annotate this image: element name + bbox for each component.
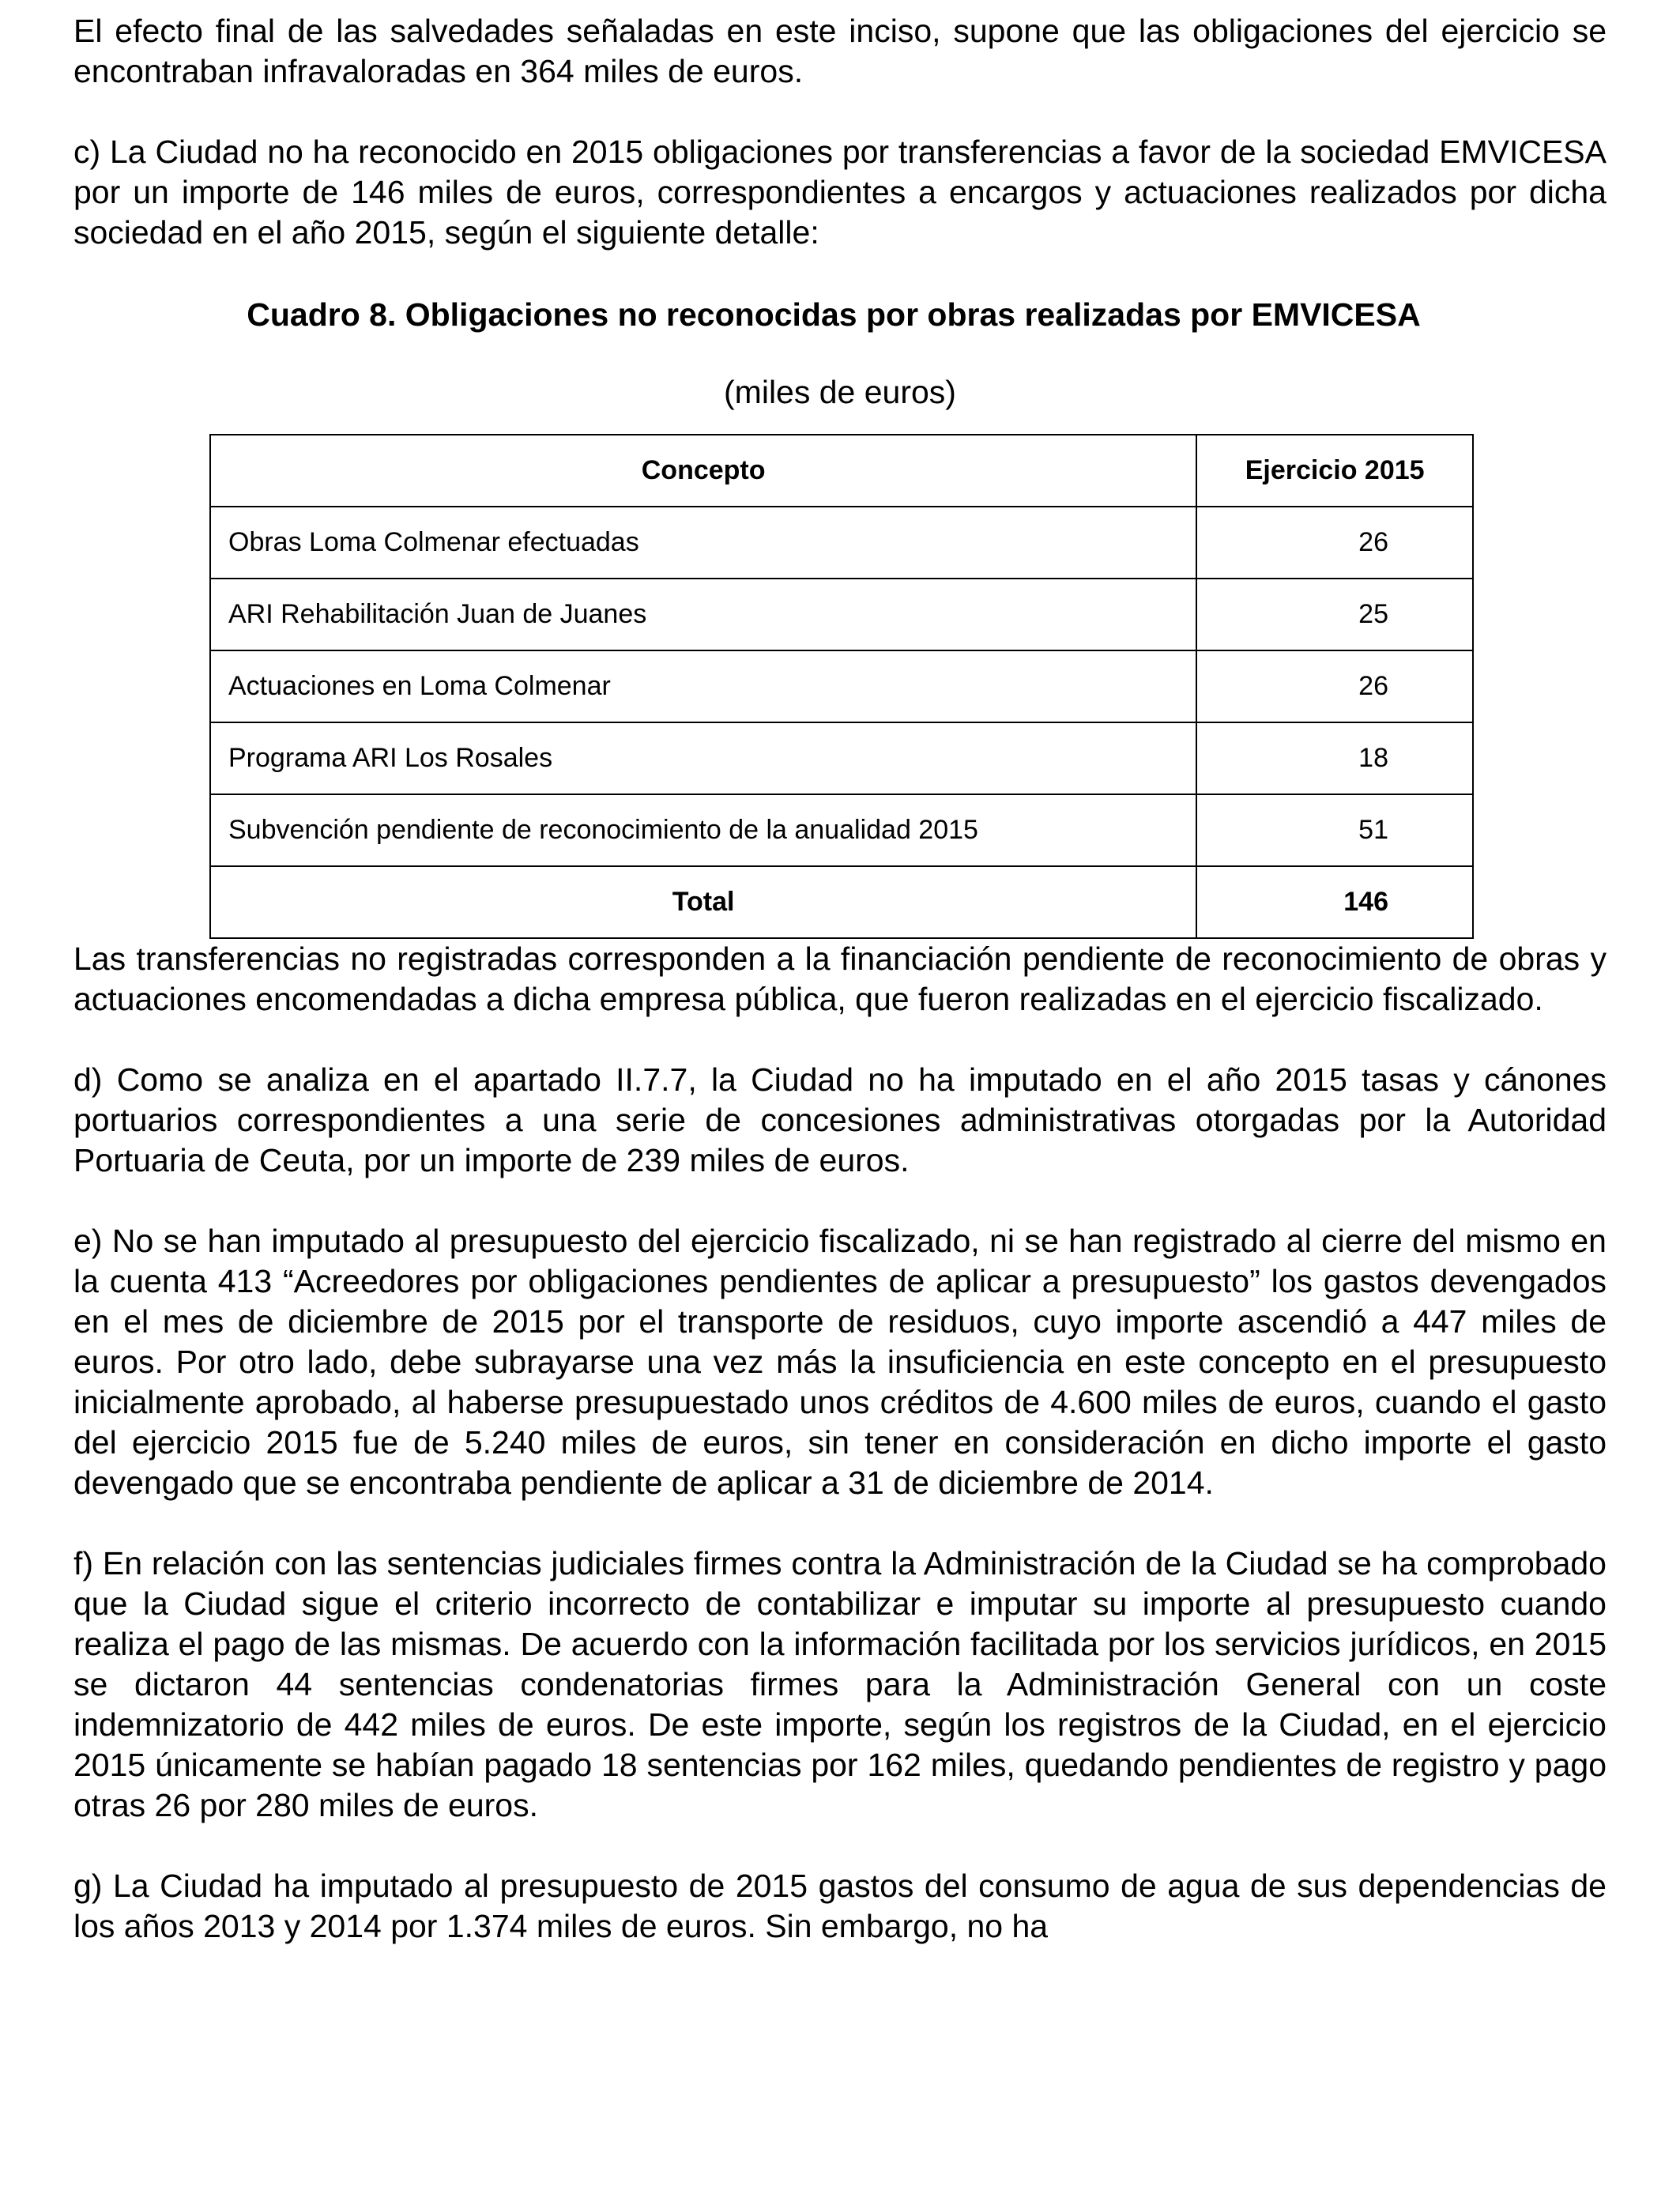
row-value: 25 — [1196, 579, 1473, 650]
row-value: 26 — [1196, 507, 1473, 579]
total-label: Total — [210, 866, 1196, 938]
paragraph-salvedades-effect: El efecto final de las salvedades señaladas en este inciso, supone que las obligaciones del ejercicio se encontraban infravaloradas en 364 miles de euros. — [73, 13, 1607, 89]
column-header-ejercicio: Ejercicio 2015 — [1196, 435, 1473, 507]
paragraph-g: g) La Ciudad ha imputado al presupuesto de 2015 gastos del consumo de agua de sus dependencias de los años 2013 y 2014 por 1.374 miles de euros. Sin embargo, no ha — [73, 1868, 1607, 1944]
paragraph-transferencias: Las transferencias no registradas corresponden a la financiación pendiente de reconocimiento de obras y actuaciones encomendadas a dicha empresa pública, que fueron realizadas en el ejercicio fiscalizado. — [73, 941, 1607, 1017]
table-row — [210, 579, 1473, 650]
table-row — [210, 650, 1473, 722]
paragraph-f: f) En relación con las sentencias judiciales firmes contra la Administración de la Ciudad se ha comprobado que la Ciudad sigue el criterio incorrecto de contabilizar e imputar su importe al presupuesto cuando realiza el pago de las mismas. De acuerdo con la información facilitada por los servicios jurídicos, en 2015 se dictaron 44 sentencias condenatorias firmes para la Administración General con un coste indemnizatorio de 442 miles de euros. De este importe, según los registros de la Ciudad, en el ejercicio 2015 únicamente se habían pagado 18 sentencias por 162 miles, quedando pendientes de registro y pago otras 26 por 280 miles de euros. — [73, 1545, 1607, 1823]
paragraph-c: c) La Ciudad no ha reconocido en 2015 obligaciones por transferencias a favor de la sociedad EMVICESA por un importe de 146 miles de euros, correspondientes a encargos y actuaciones realizados por dicha sociedad en el año 2015, según el siguiente detalle: — [73, 134, 1607, 251]
obligations-table — [209, 434, 1474, 939]
table-total-row — [210, 866, 1473, 938]
table-row — [210, 794, 1473, 866]
table-row — [210, 722, 1473, 794]
paragraph-d: d) Como se analiza en el apartado II.7.7, la Ciudad no ha imputado en el año 2015 tasas y cánones portuarios correspondientes a una serie de concesiones administrativas otorgadas por la Autoridad Portuaria de Ceuta, por un importe de 239 miles de euros. — [73, 1061, 1607, 1178]
total-value: 146 — [1196, 866, 1473, 938]
table-header-row — [210, 435, 1473, 507]
table-row — [210, 507, 1473, 579]
row-concept: Subvención pendiente de reconocimiento de la anualidad 2015 — [210, 794, 1196, 866]
row-concept: ARI Rehabilitación Juan de Juanes — [210, 579, 1196, 650]
row-concept: Actuaciones en Loma Colmenar — [210, 650, 1196, 722]
row-value: 51 — [1196, 794, 1473, 866]
paragraph-e: e) No se han imputado al presupuesto del ejercicio fiscalizado, ni se han registrado al cierre del mismo en la cuenta 413 “Acreedores por obligaciones pendientes de aplicar a presupuesto” los gastos devengados en el mes de diciembre de 2015 por el transporte de residuos, cuyo importe ascendió a 447 miles de euros. Por otro lado, debe subrayarse una vez más la insuficiencia en este concepto en el presupuesto inicialmente aprobado, al haberse presupuestado unos créditos de 4.600 miles de euros, cuando el gasto del ejercicio 2015 fue de 5.240 miles de euros, sin tener en consideración en dicho importe el gasto devengado que se encontraba pendiente de aplicar a 31 de diciembre de 2014. — [73, 1223, 1607, 1501]
row-concept: Obras Loma Colmenar efectuadas — [210, 507, 1196, 579]
document-page — [73, 11, 1607, 1947]
table-title: Cuadro 8. Obligaciones no reconocidas por obras realizadas por EMVICESA — [247, 296, 1421, 333]
row-concept: Programa ARI Los Rosales — [210, 722, 1196, 794]
column-header-concepto: Concepto — [210, 435, 1196, 507]
row-value: 26 — [1196, 650, 1473, 722]
row-value: 18 — [1196, 722, 1473, 794]
table-unit: (miles de euros) — [724, 374, 956, 410]
